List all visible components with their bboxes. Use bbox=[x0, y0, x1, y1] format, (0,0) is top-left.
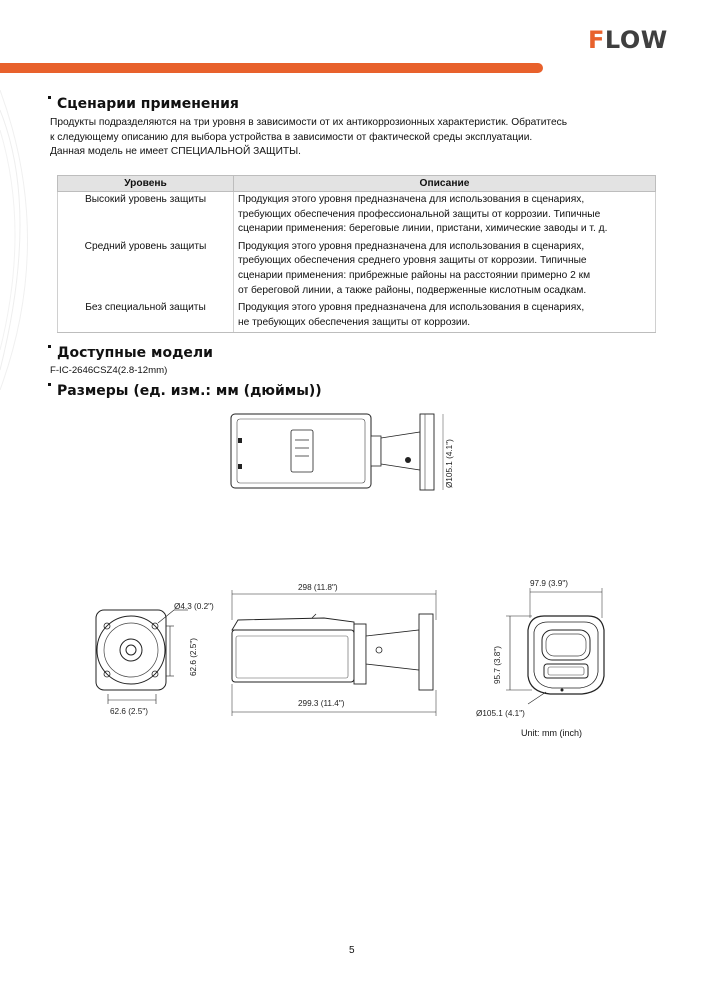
header-level: Уровень bbox=[58, 176, 234, 192]
level-cell: Высокий уровень защиты bbox=[58, 192, 234, 239]
bullet-square bbox=[48, 345, 51, 348]
section-title-dimensions bbox=[48, 383, 322, 399]
paragraph-line: Продукты подразделяются на три уровня в зависимости от их антикоррозионных характеристик. Обратитесь bbox=[50, 117, 568, 128]
length-total-label: 298 (11.8") bbox=[298, 583, 338, 592]
section-title-text: Доступные модели bbox=[57, 345, 213, 361]
header-accent-bar bbox=[0, 63, 543, 73]
description-cell bbox=[234, 239, 656, 300]
level-cell: Без специальной защиты bbox=[58, 300, 234, 333]
section-title-models bbox=[48, 345, 213, 361]
section-title-text: Сценарии применения bbox=[57, 96, 239, 112]
section-title-text: Размеры (ед. изм.: мм (дюймы)) bbox=[57, 383, 322, 399]
table-row bbox=[58, 300, 656, 333]
front-height-label: 95.7 (3.8") bbox=[493, 646, 502, 684]
front-diameter-label: Ø105.1 (4.1") bbox=[476, 709, 525, 718]
camera-front-view-drawing bbox=[470, 572, 610, 722]
desc-line: сценарии применения: береговые линии, пристани, химические заводы и т. д. bbox=[238, 223, 608, 235]
unit-note: Unit: mm (inch) bbox=[521, 728, 583, 738]
desc-line: сценарии применения: прибрежные районы на расстоянии примерно 2 км bbox=[238, 269, 591, 281]
desc-line: от береговой линии, а также районы, подверженные кислотным осадкам. bbox=[238, 284, 587, 296]
logo-letters: LOW bbox=[604, 26, 668, 54]
desc-line: Продукция этого уровня предназначена для использования в сценариях, bbox=[238, 302, 585, 314]
camera-top-view-drawing bbox=[225, 408, 475, 498]
base-height-label: 62.6 (2.5") bbox=[189, 638, 198, 676]
desc-line: требующих обеспечения среднего уровня защиты от коррозии. Типичные bbox=[238, 255, 587, 267]
table-row bbox=[58, 239, 656, 300]
bullet-square bbox=[48, 96, 51, 99]
page-number: 5 bbox=[349, 945, 355, 956]
paragraph-line: Данная модель не имеет СПЕЦИАЛЬНОЙ ЗАЩИТЫ. bbox=[50, 146, 301, 158]
top-diameter-label: Ø105.1 (4.1") bbox=[445, 439, 454, 488]
hole-diameter-label: Ø4.3 (0.2") bbox=[174, 602, 214, 611]
desc-line: не требующих обеспечения защиты от коррозии. bbox=[238, 316, 471, 328]
bullet-square bbox=[48, 383, 51, 386]
level-cell: Средний уровень защиты bbox=[58, 239, 234, 300]
header-description: Описание bbox=[234, 176, 656, 192]
desc-line: Продукция этого уровня предназначена для использования в сценариях, bbox=[238, 240, 585, 252]
section-title-scenarios bbox=[48, 96, 239, 112]
protection-levels-table bbox=[57, 175, 656, 333]
base-width-label: 62.6 (2.5") bbox=[110, 707, 148, 716]
camera-side-view-drawing bbox=[224, 580, 444, 720]
brand-logo bbox=[588, 26, 668, 54]
description-cell bbox=[234, 192, 656, 239]
front-width-label: 97.9 (3.9") bbox=[530, 579, 568, 588]
table-row bbox=[58, 192, 656, 239]
table-header-row bbox=[58, 176, 656, 192]
description-cell bbox=[234, 300, 656, 333]
model-number: F-IC-2646CSZ4(2.8-12mm) bbox=[50, 365, 168, 376]
desc-line: требующих обеспечения профессиональной защиты от коррозии. Типичные bbox=[238, 208, 601, 220]
scenarios-paragraph bbox=[50, 116, 567, 160]
paragraph-line: к следующему описанию для выбора устройства в зависимости от фактической среды эксплуатации. bbox=[50, 131, 533, 143]
desc-line: Продукция этого уровня предназначена для использования в сценариях, bbox=[238, 194, 585, 205]
camera-rear-view-drawing bbox=[88, 596, 238, 726]
logo-letter-f: F bbox=[588, 26, 605, 54]
length-body-label: 299.3 (11.4") bbox=[298, 699, 345, 708]
